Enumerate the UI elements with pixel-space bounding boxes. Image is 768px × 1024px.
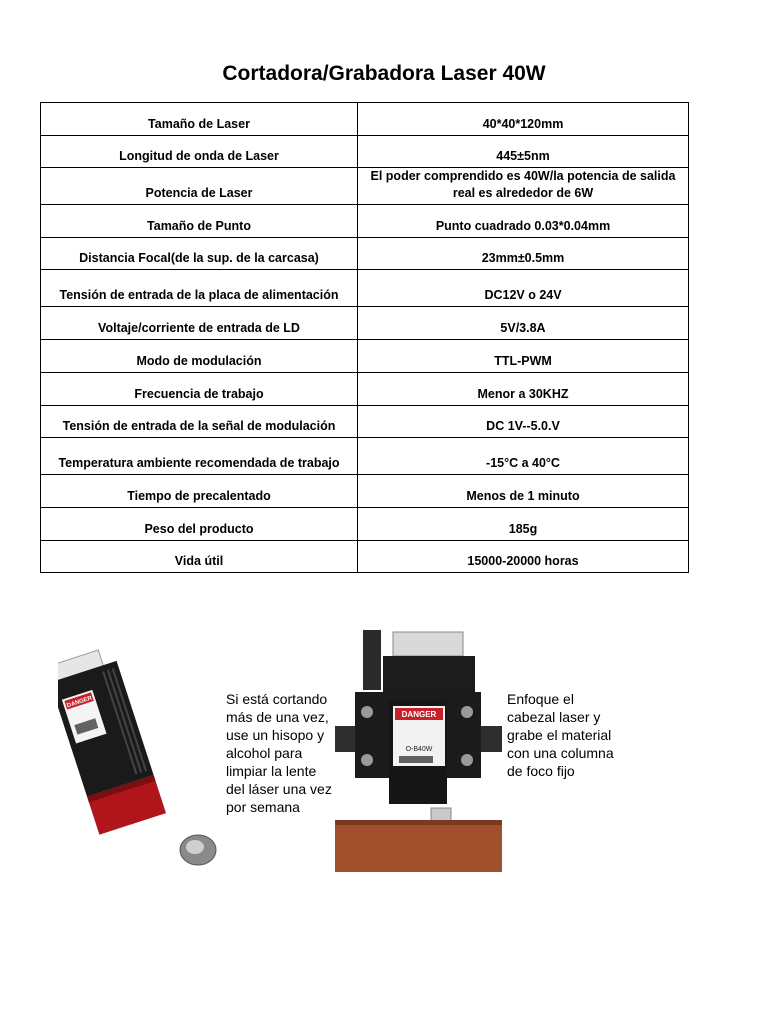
spec-label: Potencia de Laser — [41, 168, 358, 205]
spec-label: Peso del producto — [41, 508, 358, 541]
table-row — [41, 373, 689, 406]
table-row — [41, 406, 689, 438]
spec-value: DC 1V--5.0.V — [358, 406, 689, 438]
spec-label: Voltaje/corriente de entrada de LD — [41, 307, 358, 340]
spec-value: TTL-PWM — [358, 340, 689, 373]
table-row — [41, 475, 689, 508]
danger-label-text: DANGER — [66, 695, 93, 710]
spec-value: Punto cuadrado 0.03*0.04mm — [358, 205, 689, 238]
spec-value: -15°C a 40°C — [358, 438, 689, 475]
spec-label: Distancia Focal(de la sup. de la carcasa) — [41, 238, 358, 270]
table-row — [41, 168, 689, 205]
spec-label: Longitud de onda de Laser — [41, 136, 358, 168]
cleaning-tip-caption: Si está cortando más de una vez, use un hisopo y alcohol para limpiar la lente del láser una vez por semana — [226, 691, 332, 815]
spec-label: Tamaño de Laser — [41, 103, 358, 136]
spec-label: Modo de modulación — [41, 340, 358, 373]
spec-value: 15000-20000 horas — [358, 541, 689, 573]
spec-value: 40*40*120mm — [358, 103, 689, 136]
table-row — [41, 541, 689, 573]
spec-label: Temperatura ambiente recomendada de trabajo — [41, 438, 358, 475]
spec-label: Tensión de entrada de la señal de modulación — [41, 406, 358, 438]
table-row — [41, 340, 689, 373]
table-row — [41, 136, 689, 168]
table-row — [41, 307, 689, 340]
mounted-laser-photo — [335, 630, 502, 872]
spec-value: 23mm±0.5mm — [358, 238, 689, 270]
spec-label: Vida útil — [41, 541, 358, 573]
spec-value: Menor a 30KHZ — [358, 373, 689, 406]
cable — [363, 630, 381, 690]
spec-value: Menos de 1 minuto — [358, 475, 689, 508]
laser-module-photo — [58, 625, 230, 875]
danger-label-text: DANGER — [401, 710, 437, 719]
table-row — [41, 508, 689, 541]
spec-value: 5V/3.8A — [358, 307, 689, 340]
spec-value: 185g — [358, 508, 689, 541]
spec-label: Tamaño de Punto — [41, 205, 358, 238]
spec-value: DC12V o 24V — [358, 270, 689, 307]
page-title: Cortadora/Grabadora Laser 40W — [222, 62, 546, 85]
table-row — [41, 205, 689, 238]
spec-table — [40, 102, 689, 573]
model-label-text: O-B40W — [405, 746, 433, 753]
spec-label: Tensión de entrada de la placa de alimentación — [41, 270, 358, 307]
spec-label: Tiempo de precalentado — [41, 475, 358, 508]
spec-value: El poder comprendido es 40W/la potencia de salida real es alrededor de 6W — [358, 168, 689, 205]
table-row — [41, 238, 689, 270]
spec-value: 445±5nm — [358, 136, 689, 168]
table-row — [41, 438, 689, 475]
table-row — [41, 103, 689, 136]
table-row — [41, 270, 689, 307]
barcode — [399, 756, 433, 763]
spec-label: Frecuencia de trabajo — [41, 373, 358, 406]
focus-tip-caption: Enfoque el cabezal laser y grabe el material con una columna de foco fijo — [507, 691, 614, 779]
fan-housing — [393, 632, 463, 656]
wood-plank — [335, 820, 502, 872]
